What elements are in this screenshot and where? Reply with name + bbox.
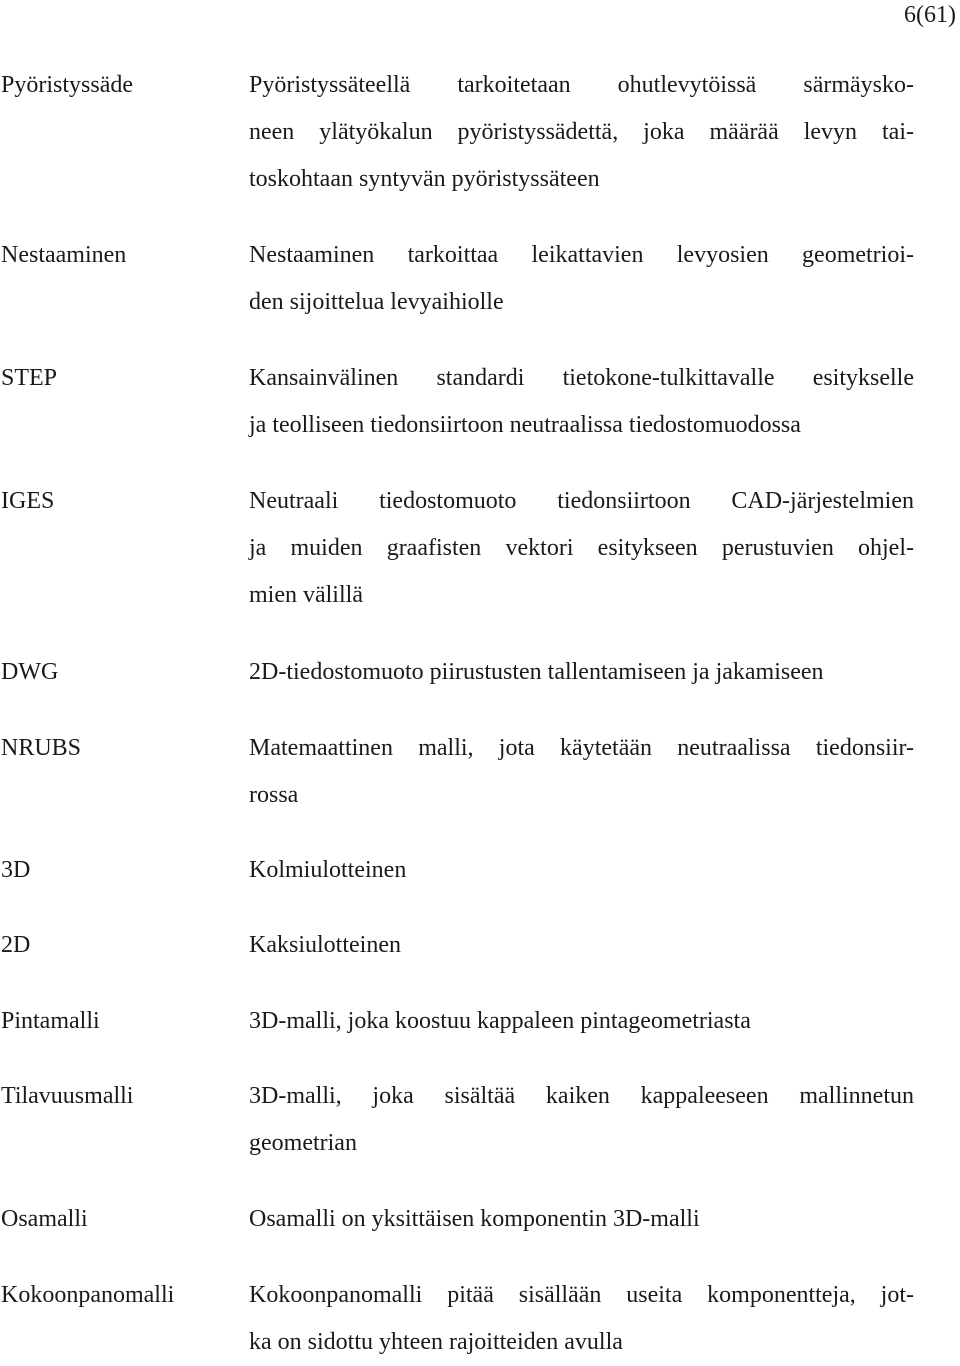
definition-line: Osamalli on yksittäisen komponentin 3D-malli [249, 1206, 700, 1232]
definition-line: Nestaaminen tarkoittaa leikattavien levyosien geometrioi- [249, 242, 914, 268]
term-2d: 2D [1, 932, 31, 958]
definition-line: Neutraali tiedostomuoto tiedonsiirtoon CAD-järjestelmien [249, 488, 914, 514]
definition-line: geometrian [249, 1130, 357, 1156]
definition-line: ja teolliseen tiedonsiirtoon neutraalissa tiedostomuodossa [249, 412, 801, 438]
term-kokoonpanomalli: Kokoonpanomalli [1, 1282, 175, 1308]
definition-pintamalli [249, 998, 914, 1045]
definition-line: ja muiden graafisten vektori esitykseen perustuvien ohjel- [249, 535, 914, 561]
definition-line: ka on sidottu yhteen rajoitteiden avulla [249, 1329, 623, 1355]
definition-tilavuusmalli [249, 1073, 914, 1167]
definition-line: Kaksiulotteinen [249, 932, 401, 958]
page-number: 6(61) [904, 2, 956, 28]
definition-dwg [249, 649, 914, 696]
definition-2d [249, 922, 914, 969]
term-pyoristyssade: Pyöristyssäde [1, 72, 133, 98]
definition-nrubs [249, 725, 914, 819]
definition-line: 2D-tiedostomuoto piirustusten tallentamiseen ja jakamiseen [249, 659, 824, 685]
definition-line: Matemaattinen malli, jota käytetään neutraalissa tiedonsiir- [249, 735, 914, 761]
term-dwg: DWG [1, 659, 59, 685]
term-pintamalli: Pintamalli [1, 1008, 100, 1034]
term-tilavuusmalli: Tilavuusmalli [1, 1083, 134, 1109]
term-nrubs: NRUBS [1, 735, 82, 761]
definition-3d [249, 847, 914, 894]
definition-line: toskohtaan syntyvän pyöristyssäteen [249, 166, 600, 192]
term-osamalli: Osamalli [1, 1206, 88, 1232]
term-step: STEP [1, 365, 58, 391]
term-3d: 3D [1, 857, 31, 883]
definition-line: den sijoittelua levyaihiolle [249, 289, 504, 315]
definition-line: rossa [249, 782, 299, 808]
definition-line: Kansainvälinen standardi tietokone-tulkittavalle esitykselle [249, 365, 914, 391]
definition-line: Pyöristyssäteellä tarkoitetaan ohutlevytöissä särmäysko- [249, 72, 914, 98]
term-iges: IGES [1, 488, 55, 514]
definition-osamalli [249, 1196, 914, 1243]
definition-line: Kokoonpanomalli pitää sisällään useita komponentteja, jot- [249, 1282, 914, 1308]
definition-line: Kolmiulotteinen [249, 857, 407, 883]
definition-kokoonpanomalli [249, 1272, 914, 1366]
term-nestaaminen: Nestaaminen [1, 242, 127, 268]
definition-line: 3D-malli, joka koostuu kappaleen pintageometriasta [249, 1008, 751, 1034]
definition-step [249, 355, 914, 449]
definition-line: 3D-malli, joka sisältää kaiken kappaleeseen mallinnetun [249, 1083, 914, 1109]
definition-line: mien välillä [249, 582, 363, 608]
definition-nestaaminen [249, 232, 914, 326]
definition-line: neen ylätyökalun pyöristyssädettä, joka määrää levyn tai- [249, 119, 914, 145]
definition-iges [249, 478, 914, 619]
definition-pyoristyssade [249, 62, 914, 203]
